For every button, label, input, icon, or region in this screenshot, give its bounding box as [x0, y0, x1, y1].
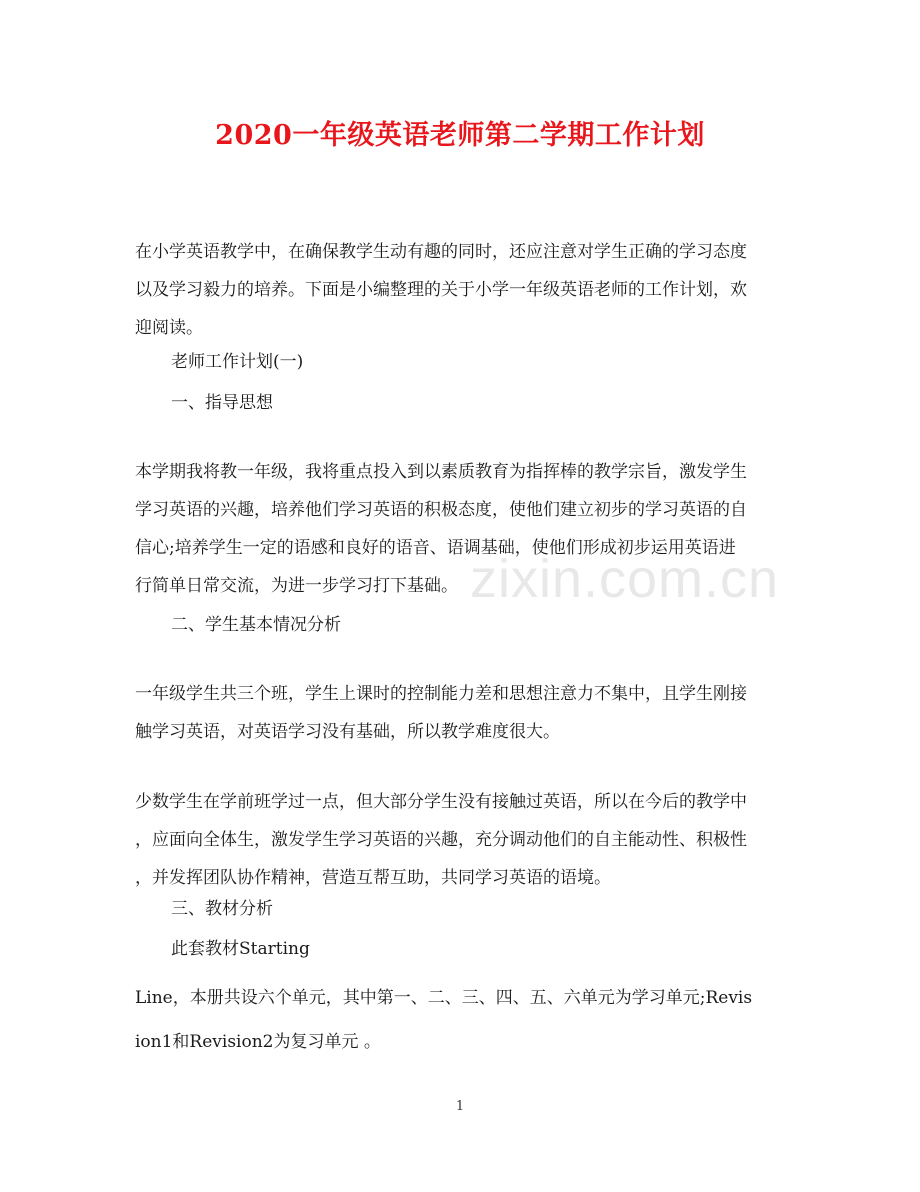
text-line: 以及学习毅力的培养。下面是小编整理的关于小学一年级英语老师的工作计划，欢 — [135, 280, 747, 300]
text-line: ，应面向全体生，激发学生学习英语的兴趣，充分调动他们的自主能动性、积极性 — [135, 830, 747, 850]
text-line: 触学习英语，对英语学习没有基础，所以教学难度很大。 — [135, 722, 560, 742]
text-line: Line，本册共设六个单元，其中第一、二、三、四、五、六单元为学习单元;Revis — [135, 988, 753, 1008]
section-body-textbook-analysis — [135, 976, 787, 1064]
text-line: 本学期我将教一年级，我将重点投入到以素质教育为指挥棒的教学宗旨，激发学生 — [135, 462, 747, 482]
section-body-student-analysis-2 — [135, 783, 787, 897]
text-line: 少数学生在学前班学过一点，但大部分学生没有接触过英语，所以在今后的教学中 — [135, 792, 747, 812]
text-line: 行简单日常交流，为进一步学习打下基础。 — [135, 576, 458, 596]
section-lead-textbook: 此套教材Starting — [171, 939, 310, 959]
text-line: 学习英语的兴趣，培养他们学习英语的积极态度，使他们建立初步的学习英语的自 — [135, 500, 747, 520]
text-line: ion1和Revision2为复习单元 。 — [135, 1032, 381, 1052]
section-heading-student-analysis: 二、学生基本情况分析 — [171, 615, 341, 635]
section-heading-textbook-analysis: 三、教材分析 — [171, 899, 273, 919]
plan-heading: 老师工作计划(一) — [171, 352, 304, 372]
page-number: 1 — [455, 1099, 465, 1114]
text-line: 一年级学生共三个班，学生上课时的控制能力差和思想注意力不集中，且学生刚接 — [135, 684, 747, 704]
section-body-student-analysis-1 — [135, 675, 787, 751]
section-heading-guiding-thought: 一、指导思想 — [171, 393, 273, 413]
section-body-guiding-thought — [135, 453, 787, 605]
watermark: zixin.com.cn — [470, 549, 780, 609]
intro-paragraph — [135, 233, 787, 347]
text-line: 信心;培养学生一定的语感和良好的语音、语调基础，使他们形成初步运用英语进 — [135, 538, 736, 558]
document-title: 2020一年级英语老师第二学期工作计划 — [215, 120, 705, 151]
text-line: 迎阅读。 — [135, 318, 203, 338]
text-line: ，并发挥团队协作精神，营造互帮互助，共同学习英语的语境。 — [135, 868, 611, 888]
text-line: 在小学英语教学中，在确保教学生动有趣的同时，还应注意对学生正确的学习态度 — [135, 242, 747, 262]
